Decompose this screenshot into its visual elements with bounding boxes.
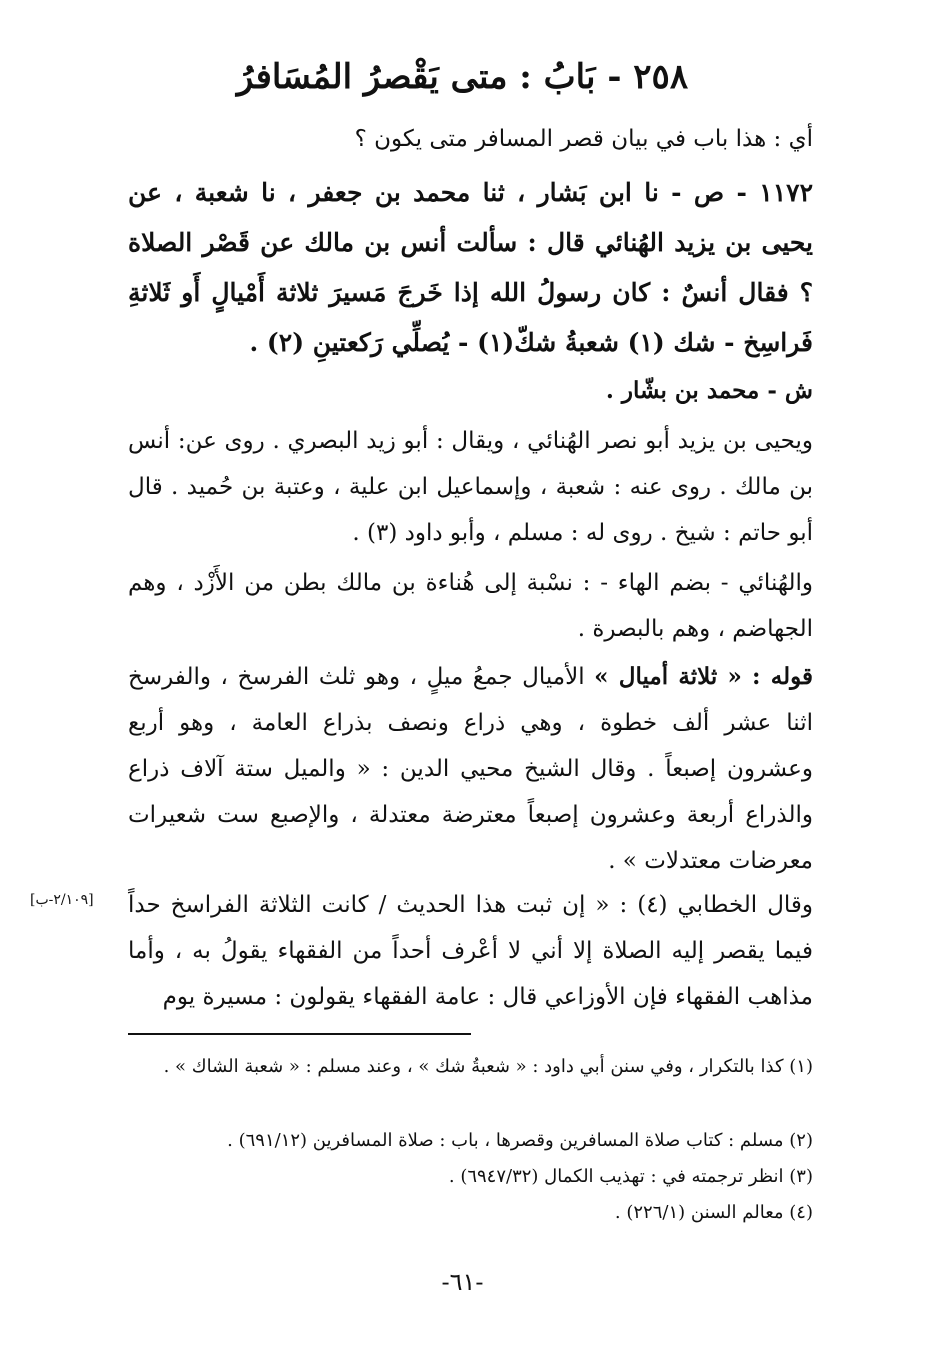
sharh-biography: ويحيى بن يزيد أبو نصر الهُنائي ، ويقال : أبو زيد البصري . روى عن: أنس بن مالك . روى عنه : شعبة ، وإسماعيل ابن علية ، وعتبة بن حُميد . قال أبو حاتم : شيخ . روى له : مسلم ، وأبو داود (٣) . — [128, 428, 813, 546]
footnote-2: (٢) مسلم : كتاب صلاة المسافرين وقصرها ، باب : صلاة المسافرين (٦٩١/١٢) . — [227, 1130, 813, 1151]
commentary-text: الأميال جمعُ ميلٍ ، وهو ثلث الفرسخ ، والفرسخ اثنا عشر ألف خطوة ، وهي ذراع ونصف بذراع العامة ، وهو أربع وعشرون إصبعاً . وقال الشيخ محيي الدين : « والميل ستة آلاف ذراع والذراع أربعة وعشرون إصبعاً معترضة معتدلة ، والإصبع ست شعيرات معرضات معتدلات » . — [128, 664, 813, 874]
manuscript-folio-marker: [٢/١٠٩-ب] — [30, 892, 94, 908]
sharh-nisba: والهُنائي - بضم الهاء - : نسْبة إلى هُناءة بن مالك بطن من الأَزْد ، وهم الجهاضم ، وهم بالبصرة . — [128, 570, 813, 642]
khattabi-paragraph: وقال الخطابي (٤) : « إن ثبت هذا الحديث / كانت الثلاثة الفراسخ حداً فيما يقصر إليه الصلاة إلا أني لا أعْرف أحداً من الفقهاء يقولُ به ، وأما مذاهب الفقهاء فإن الأوزاعي قال : عامة الفقهاء يقولون : مسيرة يوم — [128, 892, 814, 1010]
chapter-title: ٢٥٨ - بَابُ : متى يَقْصرُ المُسَافرُ — [236, 57, 689, 97]
hadith-text: ١١٧٢ - ص - نا ابن بَشار ، ثنا محمد بن جعفر ، نا شعبة ، عن يحيى بن يزيد الهُنائي قال : سألت أنس بن مالك عن قَصْر الصلاة ؟ فقال أنسٌ : كان رسولُ الله إذا خَرجَ مَسيرَ ثلاثة أَمْيالٍ أَو ثَلاثةِ فَراسِخ - شك (١) شعبةُ شكّ(١) - يُصلِّي رَكعتينِ (٢) . — [128, 178, 813, 357]
footnote-1: (١) كذا بالتكرار ، وفي سنن أبي داود : « شعبةُ شك » ، وعند مسلم : « شعبة الشاك » . — [163, 1056, 813, 1077]
footnote-4: (٤) معالم السنن (٢٢٦/١) . — [614, 1202, 813, 1223]
commentary-label: قوله : « ثلاثة أميال » — [594, 663, 814, 690]
sharh-narrator: ش - محمد بن بشّار . — [605, 377, 813, 404]
commentary-paragraph — [128, 654, 813, 884]
page-number: -٦١- — [441, 1268, 484, 1296]
footnote-3: (٣) انظر ترجمته في : تهذيب الكمال (٦٩٤٧/٣٢) . — [448, 1166, 813, 1187]
footnote-separator — [128, 1033, 471, 1035]
chapter-intro: أي : هذا باب في بيان قصر المسافر متى يكون ؟ — [354, 126, 813, 152]
